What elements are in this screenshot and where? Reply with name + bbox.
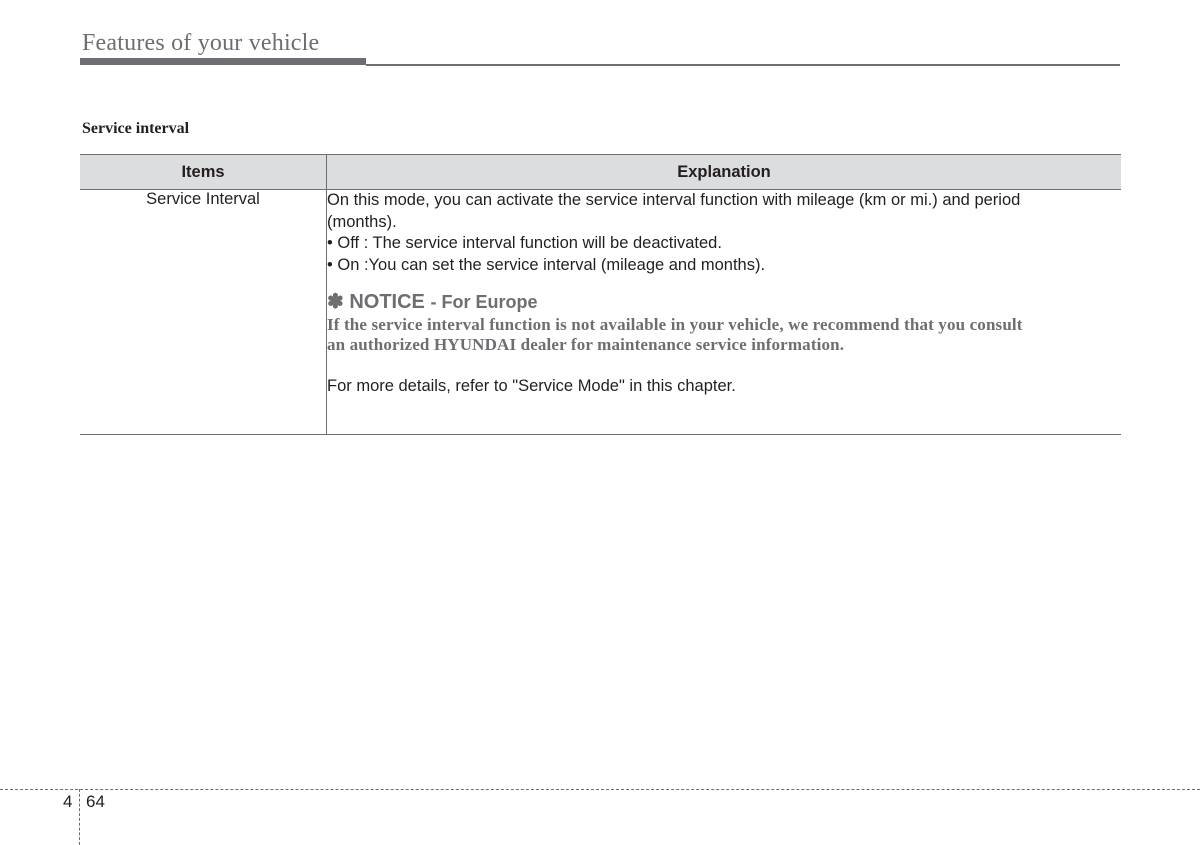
header-rule-thin: [366, 64, 1120, 66]
bullet-off: • Off : The service interval function will be deactivated.: [327, 234, 722, 252]
notice-asterisk-icon: ✽: [327, 291, 344, 313]
section-title: Service interval: [82, 120, 190, 137]
page-number: 64: [86, 792, 105, 811]
notice-line-2: an authorized HYUNDAI dealer for maintenance service information.: [327, 334, 845, 354]
notice-subtitle: - For Europe: [430, 292, 538, 312]
table-row: [80, 190, 1121, 435]
intro-line-2: (months).: [327, 212, 397, 231]
item-cell: Service Interval: [80, 190, 327, 435]
bullet-on: • On :You can set the service interval (mileage and months).: [327, 255, 766, 274]
footer-dashed-divider: [79, 789, 80, 845]
explanation-cell: [327, 190, 1122, 435]
page-chapter-number: 4: [63, 792, 73, 811]
service-interval-table: [80, 154, 1121, 435]
notice-line-1: If the service interval function is not available in your vehicle, we recommend that you consult: [327, 315, 1023, 334]
notice-body: [327, 315, 1121, 354]
column-header-items: Items: [80, 155, 327, 190]
table-header-row: [80, 155, 1121, 190]
column-header-explanation: Explanation: [327, 155, 1122, 190]
page-header-title: Features of your vehicle: [82, 30, 320, 56]
footer-dashed-rule: [0, 789, 1200, 790]
intro-line-1: On this mode, you can activate the service interval function with mileage (km or mi.) and period: [327, 191, 1021, 209]
header-rule-thick: [80, 58, 366, 65]
notice-label: NOTICE: [349, 291, 425, 313]
notice-heading: [327, 289, 1121, 315]
more-details-text: For more details, refer to "Service Mode" in this chapter.: [327, 377, 736, 395]
